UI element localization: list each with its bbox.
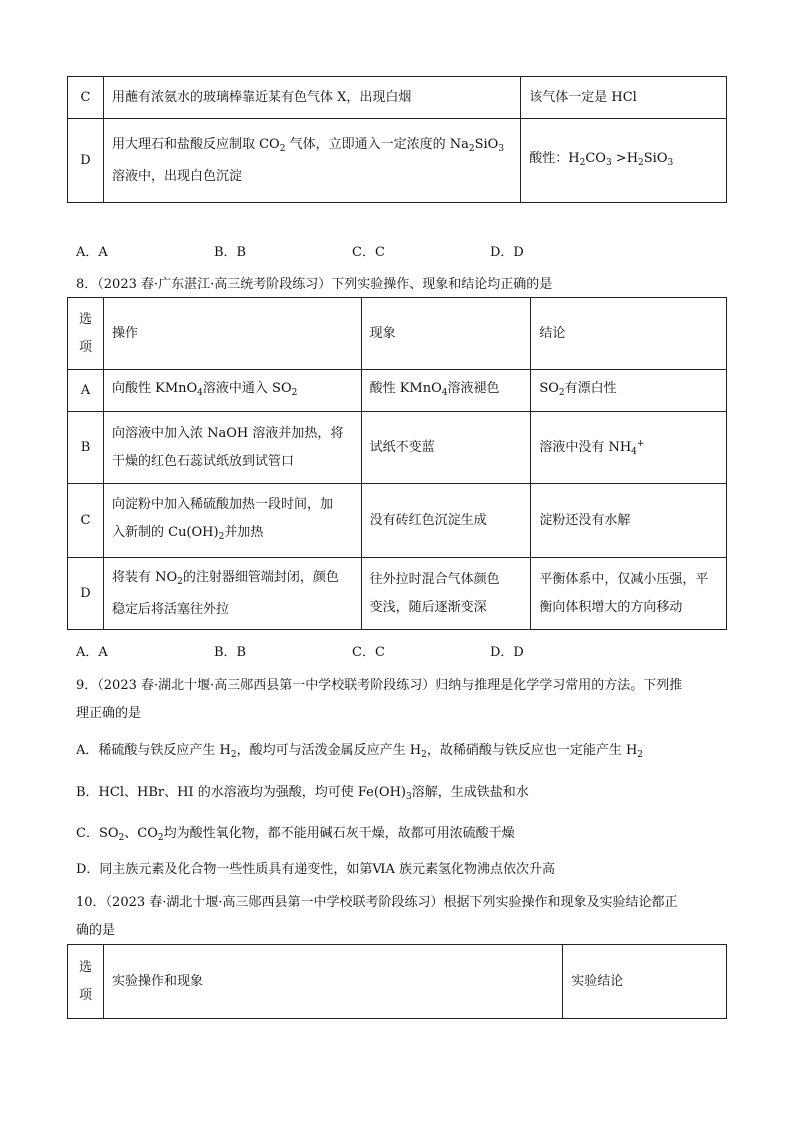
phenomenon-cell: 酸性 KMnO$_4$溶液褪色 <box>361 370 531 412</box>
q9-title-line1: 9．（2023 春·湖北十堰·高三郧西县第一中学校联考阶段练习）归纳与推理是化学学习常用的方法。下列推 <box>76 678 683 693</box>
option-a[interactable]: A．A <box>76 645 108 660</box>
q10-title-line2: 确的是 <box>76 923 116 938</box>
option-c[interactable]: C．C <box>352 645 385 660</box>
q9-title-line2: 理正确的是 <box>76 706 142 721</box>
q9-option-d[interactable]: D．同主族元素及化合物一些性质具有递变性，如第ⅥA 族元素氢化物沸点依次升高 <box>76 862 556 877</box>
table-header <box>68 298 727 370</box>
table-header <box>68 945 727 1019</box>
q9-option-c[interactable]: C．$SO_2$、$CO_2$均为酸性氧化物，都不能用碱石灰干燥，故都可用浓硫酸干燥 <box>76 826 515 843</box>
phenomenon-cell: 试纸不变蓝 <box>361 412 531 484</box>
operation-cell: 用蘸有浓氨水的玻璃棒靠近某有色气体 X，出现白烟 <box>103 77 520 119</box>
conclusion-cell: 酸性：$H_2CO_3 >H_2SiO_3$ <box>521 119 727 203</box>
q7-table <box>67 76 727 203</box>
table-row <box>68 484 727 558</box>
header-conclusion: 实验结论 <box>563 945 727 1019</box>
conclusion-cell: 淀粉还没有水解 <box>531 484 727 558</box>
option-a[interactable]: A．A <box>76 245 108 260</box>
operation-cell: 将装有 $NO_2$的注射器细管端封闭，颜色 稳定后将活塞往外拉 <box>103 558 361 630</box>
table-row <box>68 119 727 203</box>
header-phenomenon: 现象 <box>361 298 531 370</box>
table-row <box>68 558 727 630</box>
operation-cell: 向溶液中加入浓 NaOH 溶液并加热，将 干燥的红色石蕊试纸放到试管口 <box>103 412 361 484</box>
option-b[interactable]: B．B <box>214 645 247 660</box>
conclusion-cell: 平衡体系中，仅减小压强，平 衡向体积增大的方向移动 <box>531 558 727 630</box>
q8-table <box>67 297 727 630</box>
q10-table <box>67 944 727 1019</box>
row-label: C <box>68 484 104 558</box>
row-label: A <box>68 370 104 412</box>
operation-line: 溶液中，出现白色沉淀 <box>111 168 242 184</box>
operation-cell: 向酸性 KMnO$_4$溶液中通入 $SO_2$ <box>103 370 361 412</box>
q8-options <box>76 641 628 660</box>
operation-line: 用大理石和盐酸反应制取 $CO_2$ 气体，立即通入一定浓度的 $Na_2SiO_3$ <box>111 136 505 154</box>
phenomenon-cell: 往外拉时混合气体颜色 变浅，随后逐渐变深 <box>361 558 531 630</box>
table-row <box>68 412 727 484</box>
conclusion-cell: 该气体一定是 HCl <box>521 77 727 119</box>
header-option: 选 项 <box>68 298 104 370</box>
header-operation: 实验操作和现象 <box>103 945 562 1019</box>
operation-cell <box>103 119 520 203</box>
row-label: D <box>68 558 104 630</box>
header-option: 选 项 <box>68 945 104 1019</box>
row-label: B <box>68 412 104 484</box>
row-label: C <box>68 77 104 119</box>
operation-cell: 向淀粉中加入稀硫酸加热一段时间，加 入新制的 $Cu(OH)_2$并加热 <box>103 484 361 558</box>
option-b[interactable]: B．B <box>214 245 247 260</box>
q8-title: 8．（2023 春·广东湛江·高三统考阶段练习）下列实验操作、现象和结论均正确的是 <box>76 277 553 292</box>
table-row <box>68 77 727 119</box>
q7-options <box>76 241 628 260</box>
phenomenon-cell: 没有砖红色沉淀生成 <box>361 484 531 558</box>
option-c[interactable]: C．C <box>352 245 385 260</box>
conclusion-cell: $SO_2$有漂白性 <box>531 370 727 412</box>
q10-title-line1: 10．（2023 春·湖北十堰·高三郧西县第一中学校联考阶段练习）根据下列实验操作和现象及实验结论都正 <box>76 895 678 910</box>
header-conclusion: 结论 <box>531 298 727 370</box>
conclusion-cell: 溶液中没有 $NH_4^+$ <box>531 412 727 484</box>
option-d[interactable]: D．D <box>490 645 524 660</box>
q9-option-b[interactable]: B．HCl、HBr、HI 的水溶液均为强酸，均可使 $Fe(OH)_3$溶解，生成铁盐和水 <box>76 785 529 802</box>
row-label: D <box>68 119 104 203</box>
header-operation: 操作 <box>103 298 361 370</box>
table-row <box>68 370 727 412</box>
option-d[interactable]: D．D <box>490 245 524 260</box>
q9-option-a[interactable]: A．稀硫酸与铁反应产生 $H_2$，酸均可与活泼金属反应产生 $H_2$，故稀硝酸与铁反应也一定能产生 $H_2$ <box>76 743 644 760</box>
